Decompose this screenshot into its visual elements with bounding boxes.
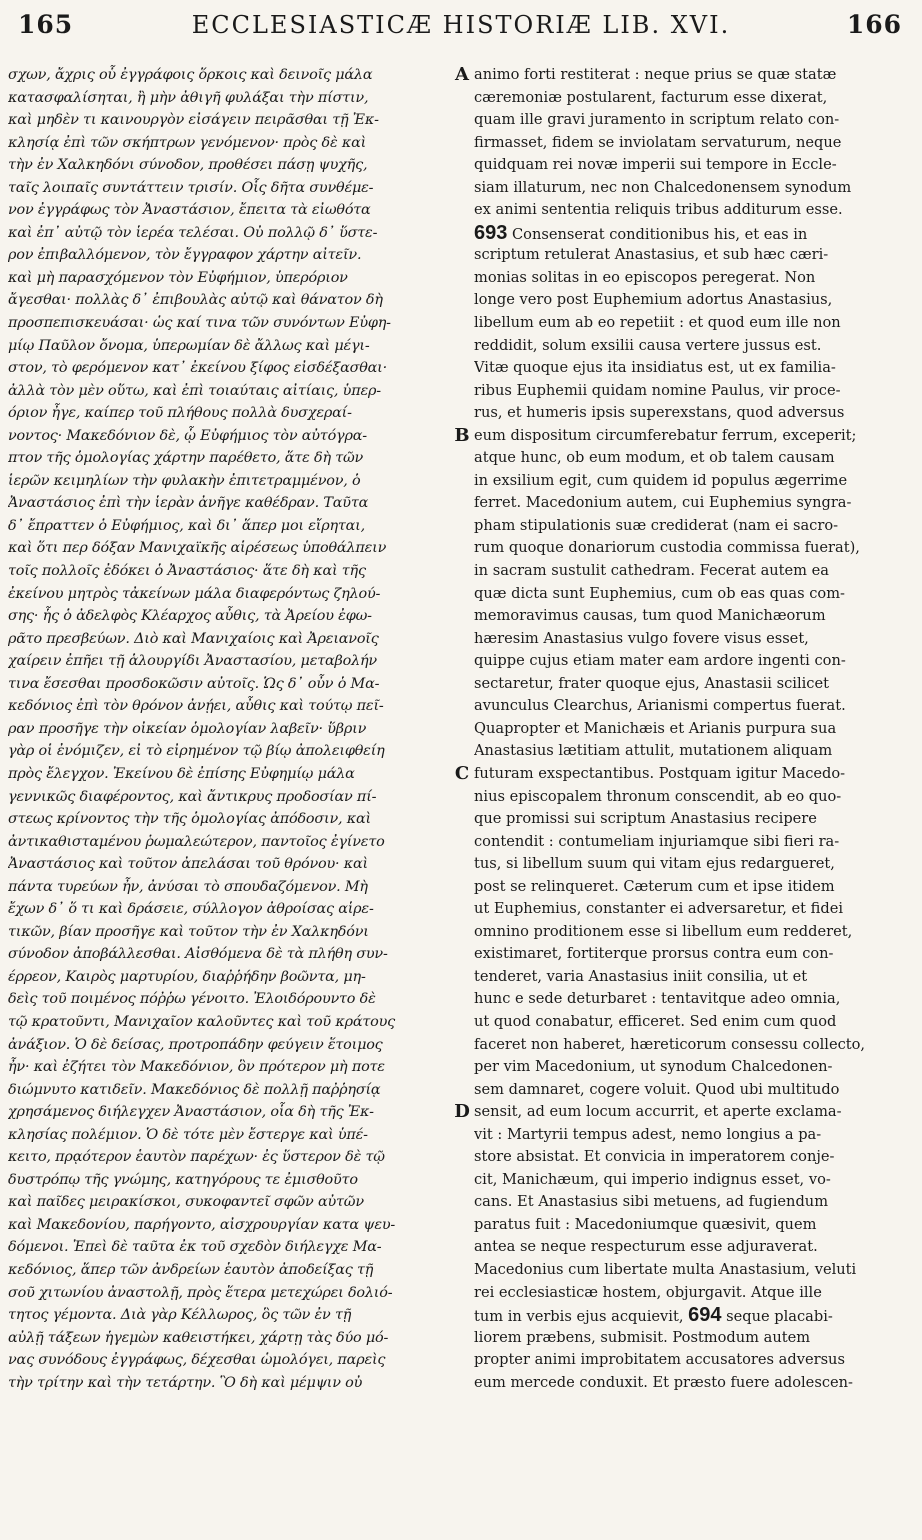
latin-text: Macedonius cum libertate multa Anastasium, veluti — [474, 1260, 857, 1278]
latin-text-line — [474, 605, 918, 628]
latin-text: liorem præbens, submisit. Postmodum autem — [474, 1328, 811, 1346]
latin-text: sem damnaret, cogere voluit. Quod ubi multitudo — [474, 1080, 840, 1098]
greek-text-line: ἦν· καὶ ἐζήτει τὸν Μακεδόνιον, ὃν πρότερον μὴ ποτε — [8, 1059, 385, 1076]
latin-text-line — [474, 1079, 918, 1102]
greek-text-line: τῷ κρατοῦντι, Μανιχαῖον καλοῦντες καὶ τοῦ κράτους — [8, 1013, 395, 1030]
latin-text-line — [474, 244, 918, 267]
greek-text-line: ἀλλὰ τὸν μὲν οὕτω, καὶ ἐπὶ τοιαύταις αἰτίαις, ὑπερ- — [8, 382, 381, 399]
latin-text: cit, Manichæum, qui imperio indignus esset, vo- — [474, 1170, 831, 1188]
latin-text: ribus Euphemii quidam nomine Paulus, vir proce- — [474, 381, 841, 399]
greek-text-line: νοντος· Μακεδόνιον δὲ, ᾧ Εὐφήμιος τὸν αὐτόγρα- — [8, 427, 367, 444]
latin-text: propter animi improbitatem accusatores adversus — [474, 1351, 845, 1369]
greek-text-line: ἔχων δ᾽ ὅ τι καὶ δράσειε, σύλλογον ἀθροίσας αἱρε- — [8, 901, 374, 918]
latin-text-line — [474, 154, 918, 177]
latin-text: contendit : contumeliam injuriamque sibi fieri ra- — [474, 832, 840, 850]
latin-text: eum dispositum circumferebatur ferrum, exceperit; — [474, 426, 857, 444]
latin-text-line — [474, 537, 918, 560]
latin-text-line — [474, 1236, 918, 1259]
latin-text: seque placabi- — [721, 1308, 833, 1326]
latin-text: ut quod conabatur, efficeret. Sed enim cum quod — [474, 1012, 837, 1030]
latin-text-line — [474, 853, 918, 876]
latin-text: ferret. Macedonium autem, cui Euphemius syngra- — [474, 494, 852, 512]
latin-text-line — [474, 357, 918, 380]
latin-text: animo forti restiterat : neque prius se quæ statæ — [474, 66, 837, 83]
latin-text: paratus fuit : Macedoniumque quæsivit, quem — [474, 1215, 817, 1233]
greek-text-line: τὴν τρίτην καὶ τὴν τετάρτην. Ὃ δὴ καὶ μέμψιν οὐ — [8, 1374, 363, 1391]
greek-text-line: καὶ μὴ παρασχόμενον τὸν Εὐφήμιον, ὑπερόριον — [8, 269, 348, 286]
greek-text-line: δυστρόπῳ τῆς γνώμης, κατηγόρους τε ἐμισθοῦτο — [8, 1171, 358, 1188]
greek-text-line: ἱερῶν κειμηλίων τὴν φυλακὴν ἐπιτετραμμένον, ὁ — [8, 472, 361, 489]
margin-section-marker: C — [454, 763, 470, 785]
latin-text-line — [474, 109, 918, 132]
greek-text-line: καὶ ἐπ᾽ αὐτῷ τὸν ἱερέα τελέσαι. Οὐ πολλῷ δ᾽ ὕστε- — [8, 224, 378, 241]
page-number-right: 166 — [846, 10, 902, 39]
latin-text-line — [474, 1034, 918, 1057]
latin-text-line — [474, 1191, 918, 1214]
latin-text-line — [474, 740, 918, 763]
latin-text: in sacram sustulit cathedram. Fecerat autem ea — [474, 562, 829, 580]
latin-text-line — [474, 222, 918, 245]
greek-text-line: σης· ἧς ὁ ἀδελφὸς Κλέαρχος αὖθις, τὰ Ἀρείου ἐφω- — [8, 608, 372, 625]
latin-text-line — [474, 560, 918, 583]
latin-text-line — [474, 876, 918, 899]
greek-text-line: κεδόνιος ἐπὶ τὸν θρόνον ἀνῄει, αὖθις καὶ τούτῳ πεῖ- — [8, 698, 384, 715]
greek-text-line: τητος γέμοντα. Διὰ γὰρ Κέλλωρος, ὃς τῶν ἐν τῇ — [8, 1307, 352, 1324]
greek-text-line: καὶ παῖδες μειρακίσκοι, συκοφαντεῖ σφῶν αὐτῶν — [8, 1194, 364, 1211]
latin-text-line — [474, 786, 918, 809]
latin-text: hæresim Anastasius vulgo fovere visus esset, — [474, 629, 809, 647]
latin-text: store absistat. Et convicia in imperatorem conje- — [474, 1148, 835, 1166]
greek-text-line: στεως κρίνοντος τὴν τῆς ὁμολογίας ἀπόδοσιν, καὶ — [8, 811, 371, 828]
latin-text-line — [474, 583, 918, 606]
latin-text-line — [474, 650, 918, 673]
latin-text-line — [474, 380, 918, 403]
latin-text: in exsilium egit, cum quidem id populus ægerrime — [474, 471, 848, 489]
latin-text-line — [474, 831, 918, 854]
latin-text-line — [474, 718, 918, 741]
greek-text-line: χρησάμενος διήλεγχεν Ἀναστάσιον, οἷα δὴ τῆς Ἐκ- — [8, 1104, 374, 1121]
latin-text-line — [474, 898, 918, 921]
greek-text-line: καὶ μηδὲν τι καινουργὸν εἰσάγειν πειρᾶσθαι τῇ Ἐκ- — [8, 112, 379, 129]
latin-text: quippe cujus etiam mater eam ardore ingenti con- — [474, 652, 846, 670]
latin-text-line — [474, 289, 918, 312]
latin-text-line — [474, 763, 918, 786]
latin-text: Consenserat conditionibus his, et eas in — [507, 225, 808, 243]
greek-text-line: δόμενοι. Ἐπεὶ δὲ ταῦτα ἐκ τοῦ σχεδὸν διήλεγχε Μα- — [8, 1239, 382, 1256]
greek-text-line: δεὶς τοῦ ποιμένος πόῤῥω γένοιτο. Ἐλοιδόρουντο δὲ — [8, 991, 376, 1008]
latin-text: antea se neque respecturum esse adjuraverat. — [474, 1238, 818, 1256]
latin-text-line — [474, 1124, 918, 1147]
latin-text-line — [474, 966, 918, 989]
greek-text-line: έρρεον, Καιρὸς μαρτυρίου, διαῤῥήδην βοῶντα, μη- — [8, 968, 366, 985]
greek-text-line: νας συνόδους ἐγγράφως, δέχεσθαι ὡμολόγει, παρεὶς — [8, 1352, 386, 1369]
greek-text-line: ἀντικαθισταμένου ῥωμαλεώτερον, παντοῖος ἐγίνετο — [8, 833, 385, 850]
latin-text: rus, et humeris ipsis superexstans, quod adversus — [474, 404, 845, 422]
latin-text: nius episcopalem thronum conscendit, ab eo quo- — [474, 787, 842, 805]
greek-text-line: στον, τὸ φερόμενον κατ᾽ ἐκείνου ξίφος εἰσδέξασθαι· — [8, 360, 388, 377]
latin-text: avunculus Clearchus, Arianismi compertus fuerat. — [474, 697, 846, 715]
latin-text-line — [474, 64, 918, 87]
latin-text: cans. Et Anastasius sibi metuens, ad fugiendum — [474, 1193, 829, 1211]
latin-text-line — [474, 425, 918, 448]
greek-text-line: ρον ἐπιβαλλόμενον, τὸν ἔγγραφον χάρτην αἰτεῖν. — [8, 247, 362, 264]
page-number-left: 165 — [18, 10, 74, 39]
latin-text-line — [474, 335, 918, 358]
latin-text: Quapropter et Manichæis et Arianis purpura sua — [474, 719, 837, 737]
latin-text: rei ecclesiasticæ hostem, objurgavit. Atque ille — [474, 1283, 822, 1301]
greek-text-line: γεννικῶς διαφέροντος, καὶ ἄντικρυς προδοσίαν πί- — [8, 788, 377, 805]
margin-section-marker: A — [455, 64, 469, 85]
latin-text: scriptum retulerat Anastasius, et sub hæc cæri- — [474, 246, 829, 264]
latin-column — [474, 64, 918, 1394]
latin-text-line — [474, 447, 918, 470]
latin-text-line — [474, 1146, 918, 1169]
greek-text-line: ρᾶτο πρεσβεύων. Διὸ καὶ Μανιχαίοις καὶ Ἀρειανοῖς — [8, 630, 379, 647]
greek-text-line: αὐλῇ τάξεων ἡγεμὼν καθειστήκει, χάρτῃ τὰς δύο μό- — [8, 1329, 389, 1346]
greek-text-line: σχων, ἄχρις οὗ ἐγγράφοις ὅρκοις καὶ δεινοῖς μάλα — [8, 67, 373, 83]
latin-text-line — [474, 988, 918, 1011]
latin-text-line — [474, 1056, 918, 1079]
latin-text-line — [474, 808, 918, 831]
latin-text-line — [474, 1304, 918, 1327]
latin-text-line — [474, 132, 918, 155]
latin-text: quidquam rei novæ imperii sui tempore in Eccle- — [474, 156, 837, 174]
greek-text-line: όριον ἦγε, καίπερ τοῦ πλήθους πολλὰ δυσχεραί- — [8, 405, 352, 422]
greek-text-line: τικῶν, βίαν προσῆγε καὶ τοῦτον τὴν ἐν Χαλκηδόνι — [8, 923, 369, 940]
greek-text-line: μίῳ Παῦλον ὄνομα, ὑπερωμίαν δὲ ἄλλως καὶ μέγι- — [8, 337, 370, 354]
greek-text-line: τὴν ἐν Χαλκηδόνι σύνοδον, προθέσει πάσῃ ψυχῆς, — [8, 157, 368, 174]
greek-text-line: χαίρειν ἐπῆει τῇ ἁλουργίδι Ἀναστασίου, μεταβολήν — [8, 653, 377, 670]
greek-text-line: κεδόνιος, ἅπερ τῶν ἀνδρείων ἑαυτὸν ἀποδείξας τῇ — [8, 1261, 374, 1278]
latin-text: post se relinqueret. Cæterum cum et ipse itidem — [474, 877, 835, 895]
latin-text-line — [474, 312, 918, 335]
greek-text-line: ραν προσῆγε τὴν οἰκείαν ὁμολογίαν λαβεῖν· ὕβριν — [8, 720, 367, 737]
greek-text-line: πάντα τυρεύων ἦν, ἀνύσαι τὸ σπουδαζόμενον. Μὴ — [8, 878, 368, 895]
edition-page-number: 693 — [474, 221, 508, 244]
latin-text: hunc e sede deturbaret : tentavitque adeo omnia, — [474, 990, 841, 1008]
margin-section-marker: D — [454, 1101, 470, 1123]
greek-text-line: ἐκείνου μητρὸς τἀκείνων μάλα διαφερόντως ζηλού- — [8, 585, 381, 602]
greek-text-line: τοῖς πολλοῖς ἐδόκει ὁ Ἀναστάσιος· ἅτε δὴ καὶ τῆς — [8, 563, 366, 580]
latin-text-line — [474, 1214, 918, 1237]
latin-text-line — [474, 199, 918, 222]
latin-text: faceret non haberet, hæreticorum consessu collecto, — [474, 1035, 866, 1053]
latin-text-line — [474, 628, 918, 651]
latin-text: eum mercede conduxit. Et præsto fuere adolescen- — [474, 1373, 853, 1391]
greek-text-line: σύνοδον ἀποβάλλεσθαι. Αἰσθόμενα δὲ τὰ πλήθη συν- — [8, 946, 388, 963]
latin-text: sensit, ad eum locum accurrit, et aperte exclama- — [474, 1103, 842, 1121]
greek-text-line: δ᾽ ἔπραττεν ὁ Εὐφήμιος, καὶ δι᾽ ἅπερ μοι εἴρηται, — [8, 517, 365, 534]
greek-text-line: καὶ ὅτι περ δόξαν Μανιχαϊκῆς αἱρέσεως ὑποθάλπειν — [8, 540, 387, 557]
latin-text: longe vero post Euphemium adortus Anastasius, — [474, 291, 833, 309]
edition-page-number: 694 — [688, 1304, 722, 1327]
latin-text: sectaretur, frater quoque ejus, Anastasii scilicet — [474, 674, 829, 692]
latin-text: que promissi sui scriptum Anastasius recipere — [474, 810, 817, 828]
latin-text-line — [474, 470, 918, 493]
greek-text-line: κλησίᾳ ἐπὶ τῶν σκήπτρων γενόμενον· πρὸς δὲ καὶ — [8, 134, 367, 151]
latin-text-line — [474, 1259, 918, 1282]
latin-text: existimaret, fortiterque prorsus contra eum con- — [474, 945, 834, 963]
latin-text: atque hunc, ob eum modum, et ob talem causam — [474, 449, 835, 467]
greek-text-line: διώμνυτο κατιδεῖν. Μακεδόνιος δὲ πολλῇ παῤῥησίᾳ — [8, 1081, 381, 1098]
greek-text-line: κατασφαλίσηται, ἢ μὴν ἀθιγῆ φυλάξαι τὴν πίστιν, — [8, 89, 369, 106]
latin-text-line — [474, 921, 918, 944]
latin-text-line — [474, 87, 918, 110]
latin-text: per vim Macedonium, ut synodum Chalcedonen- — [474, 1058, 833, 1076]
latin-text: siam illaturum, nec non Chalcedonensem synodum — [474, 178, 852, 196]
latin-text: quam ille gravi juramento in scriptum relato con- — [474, 111, 840, 129]
greek-text-line: γὰρ οἱ ἐνόμιζεν, εἰ τὸ εἰρημένον τῷ βίῳ ἀπολειφθείη — [8, 743, 385, 760]
latin-text-line — [474, 943, 918, 966]
latin-text-line — [474, 1349, 918, 1372]
latin-text: tum in verbis ejus acquievit, — [474, 1308, 689, 1326]
greek-text-line: πρὸς ἔλεγχον. Ἐκείνου δὲ ἐπίσης Εὐφημίῳ μάλα — [8, 765, 355, 782]
latin-text: Vitæ quoque ejus ita insidiatus est, ut ex familia- — [474, 359, 836, 377]
latin-text-line — [474, 695, 918, 718]
latin-text-line — [474, 1011, 918, 1034]
greek-text-line: νον ἐγγράφως τὸν Ἀναστάσιον, ἔπειτα τὰ εἰωθότα — [8, 202, 371, 219]
greek-column — [8, 64, 452, 1394]
latin-text: firmasset, fidem se inviolatam servaturum, neque — [474, 133, 842, 151]
latin-text-line — [474, 492, 918, 515]
latin-text: ex animi sententia reliquis tribus additurum esse. — [474, 201, 843, 219]
latin-text: reddidit, solum exsilii causa vertere jussus est. — [474, 336, 822, 354]
greek-text-line: ἀνάξιον. Ὁ δὲ δείσας, προτροπάδην φεύγειν ἕτοιμος — [8, 1036, 383, 1053]
greek-text-line: προσπεπισκευάσαι· ὡς καί τινα τῶν συνόντων Εὐφη- — [8, 315, 391, 332]
latin-text-line — [474, 177, 918, 200]
latin-text: Anastasius lætitiam attulit, mutationem aliquam — [474, 742, 833, 760]
greek-text-line: κλησίας πολέμιον. Ὁ δὲ τότε μὲν ἔστεργε καὶ ὑπέ- — [8, 1126, 368, 1143]
latin-text: quæ dicta sunt Euphemius, cum ob eas quas com- — [474, 584, 845, 602]
latin-text-line — [474, 1282, 918, 1305]
latin-text-line — [474, 402, 918, 425]
greek-text-line: Ἀναστάσιος ἐπὶ τὴν ἱερὰν ἀνῆγε καθέδραν. Ταῦτα — [8, 495, 369, 512]
latin-text: monias solitas in eo episcopos peregerat. Non — [474, 268, 816, 286]
greek-text-line: ταῖς λοιπαῖς συντάττειν τρισίν. Οἷς δῆτα συνθέμε- — [8, 179, 374, 196]
latin-text: libellum eum ab eo repetiit : et quod eum ille non — [474, 314, 841, 332]
latin-text-line — [474, 1327, 918, 1350]
greek-text-line: καὶ Μακεδονίου, παρήγοντο, αἰσχρουργίαν κατα ψευ- — [8, 1216, 396, 1233]
latin-text-line — [474, 1101, 918, 1124]
greek-text-line: Ἀναστάσιος καὶ τοῦτον ἀπελάσαι τοῦ θρόνου· καὶ — [8, 856, 368, 873]
page-header — [0, 6, 922, 48]
latin-text: vit : Martyrii tempus adest, nemo longius a pa- — [474, 1125, 822, 1143]
greek-text-line: ἄγεσθαι· πολλὰς δ᾽ ἐπιβουλὰς αὐτῷ καὶ θάνατον δὴ — [8, 292, 383, 309]
greek-text-line: κειτο, πρᾳότερον ἑαυτὸν παρέχων· ἐς ὕστερον δὲ τῷ — [8, 1149, 385, 1166]
latin-text-line — [474, 515, 918, 538]
greek-text-line: σοῦ χιτωνίου ἀναστολῇ, πρὸς ἕτερα μετεχώρει δολιό- — [8, 1284, 393, 1301]
latin-text: omnino proditionem esse si libellum eum redderet, — [474, 922, 853, 940]
latin-text-line — [474, 267, 918, 290]
margin-section-marker: B — [454, 424, 470, 446]
latin-text: rum quoque donariorum custodia commissa fuerat), — [474, 539, 860, 557]
latin-text: tus, si libellum suum qui vitam ejus redargueret, — [474, 855, 835, 873]
running-title: ECCLESIASTICÆ HISTORIÆ LIB. XVI. — [191, 11, 731, 39]
greek-text-line: τινα ἔσεσθαι προσδοκῶσιν αὐτοῖς. Ὡς δ᾽ οὖν ὁ Μα- — [8, 675, 380, 692]
latin-text: cæremoniæ postularent, facturum esse dixerat, — [474, 88, 828, 106]
latin-text-line — [474, 1169, 918, 1192]
latin-text: pham stipulationis suæ crediderat (nam ei sacro- — [474, 516, 839, 534]
greek-text-line: πτον τῆς ὁμολογίας χάρτην παρέθετο, ἅτε δὴ τῶν — [8, 450, 364, 467]
latin-text-line — [474, 673, 918, 696]
latin-text: futuram exspectantibus. Postquam igitur Macedo- — [474, 764, 846, 782]
latin-text: tenderet, varia Anastasius iniit consilia, ut et — [474, 967, 808, 985]
latin-text-line — [474, 1372, 918, 1395]
latin-text: memoravimus causas, tum quod Manichæorum — [474, 607, 826, 625]
latin-text: ut Euphemius, constanter ei adversaretur, et fidei — [474, 900, 844, 918]
